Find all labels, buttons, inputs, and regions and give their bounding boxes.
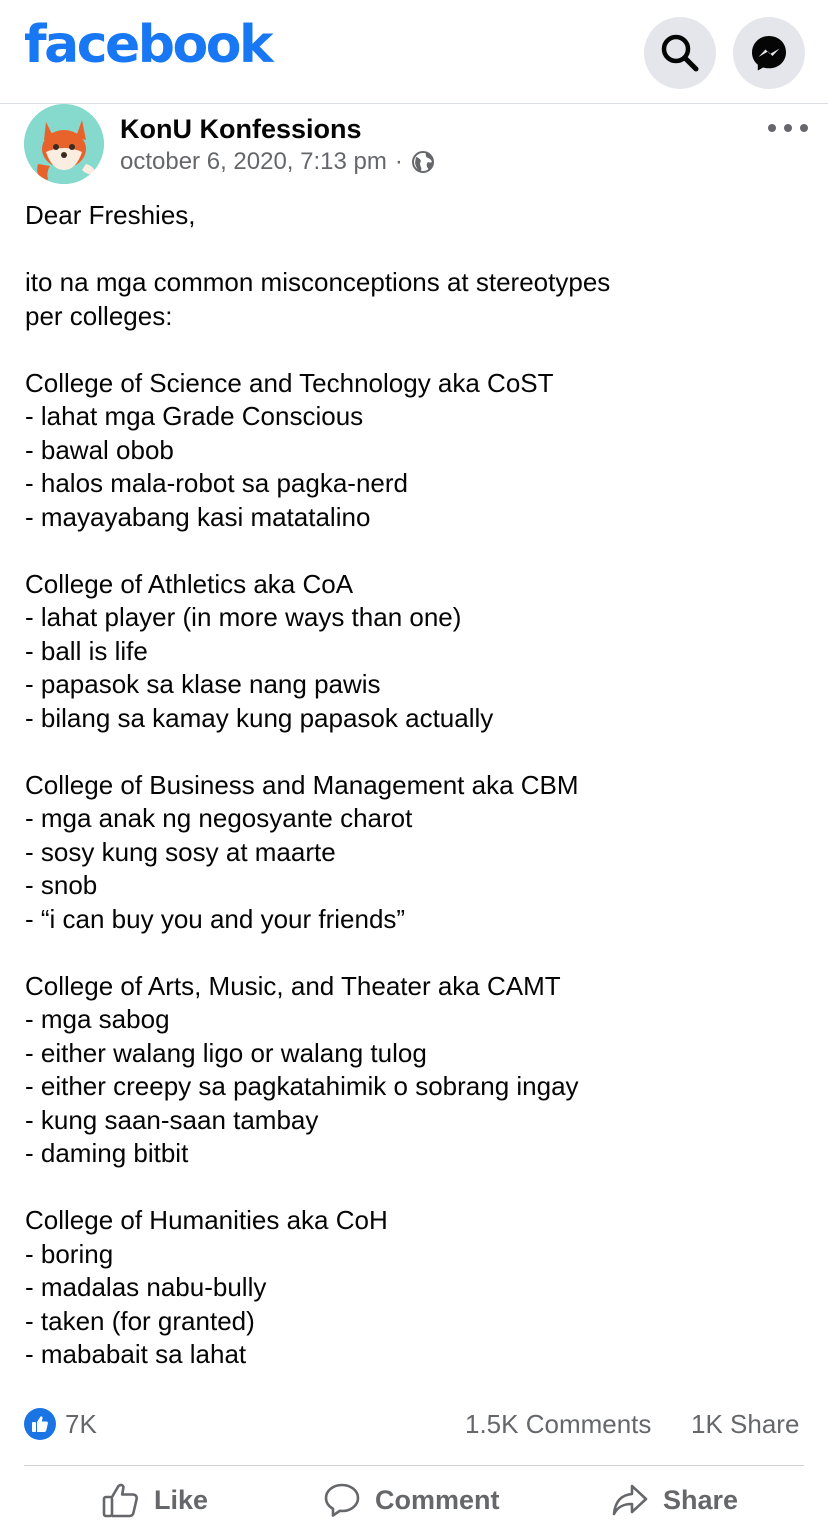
post-paragraph: College of Athletics aka CoA - lahat player (in more ways than one) - ball is life - papasok sa klase nang pawis - bilang sa kamay kung papasok actually xyxy=(25,568,494,733)
post-options-button[interactable] xyxy=(768,116,808,140)
post-paragraph: College of Business and Management aka CBM - mga anak ng negosyante charot - sosy kung sosy at maarte - snob - “i can buy you and your friends” xyxy=(25,769,579,934)
more-dot-icon xyxy=(800,124,808,132)
share-count[interactable]: 1K Share xyxy=(691,1409,800,1439)
post-text xyxy=(25,199,815,1372)
post-paragraph: College of Science and Technology aka CoST - lahat mga Grade Conscious - bawal obob - halos mala-robot sa pagka-nerd - mayayabang kasi matatalino xyxy=(25,367,554,532)
search-button[interactable] xyxy=(644,17,716,89)
more-dot-icon xyxy=(768,124,776,132)
thumbs-up-icon xyxy=(30,1414,50,1434)
like-label: Like xyxy=(154,1484,209,1515)
messenger-button[interactable] xyxy=(733,17,805,89)
facebook-logo[interactable]: facebook xyxy=(24,15,272,75)
globe-icon xyxy=(411,150,435,174)
page-avatar[interactable] xyxy=(24,104,104,184)
share-button[interactable] xyxy=(611,1482,738,1518)
comment-label: Comment xyxy=(375,1484,500,1515)
post-paragraph: College of Arts, Music, and Theater aka CAMT - mga sabog - either walang ligo or walang tulog - either creepy sa pagkatahimik o sobrang ingay - kung saan-saan tambay - daming bitbit xyxy=(25,970,579,1168)
like-button[interactable] xyxy=(102,1482,208,1518)
comment-icon xyxy=(323,1482,361,1518)
meta-separator: · xyxy=(394,148,403,175)
post-header xyxy=(0,104,828,192)
post-actions xyxy=(0,1468,828,1530)
post-meta xyxy=(120,148,435,177)
page-name[interactable]: KonU Konfessions xyxy=(120,114,362,144)
share-label: Share xyxy=(663,1484,739,1515)
post-stats xyxy=(0,1404,828,1448)
comment-count[interactable]: 1.5K Comments xyxy=(465,1409,652,1439)
like-reaction-badge[interactable] xyxy=(24,1408,56,1440)
post-timestamp[interactable]: october 6, 2020, 7:13 pm xyxy=(120,148,387,175)
search-icon xyxy=(659,32,701,74)
share-icon xyxy=(611,1482,649,1518)
like-icon xyxy=(102,1482,140,1518)
more-dot-icon xyxy=(784,124,792,132)
reaction-count[interactable]: 7K xyxy=(65,1409,97,1439)
fox-avatar-icon xyxy=(24,104,104,184)
post-paragraph: College of Humanities aka CoH - boring - madalas nabu-bully - taken (for granted) - mababait sa lahat xyxy=(25,1205,388,1369)
comment-button[interactable] xyxy=(323,1482,500,1518)
top-bar xyxy=(0,0,828,104)
post-paragraph: ito na mga common misconceptions at stereotypes per colleges: xyxy=(25,267,611,331)
messenger-icon xyxy=(749,33,789,73)
post-paragraph: Dear Freshies, xyxy=(25,200,196,230)
action-divider xyxy=(24,1465,804,1466)
